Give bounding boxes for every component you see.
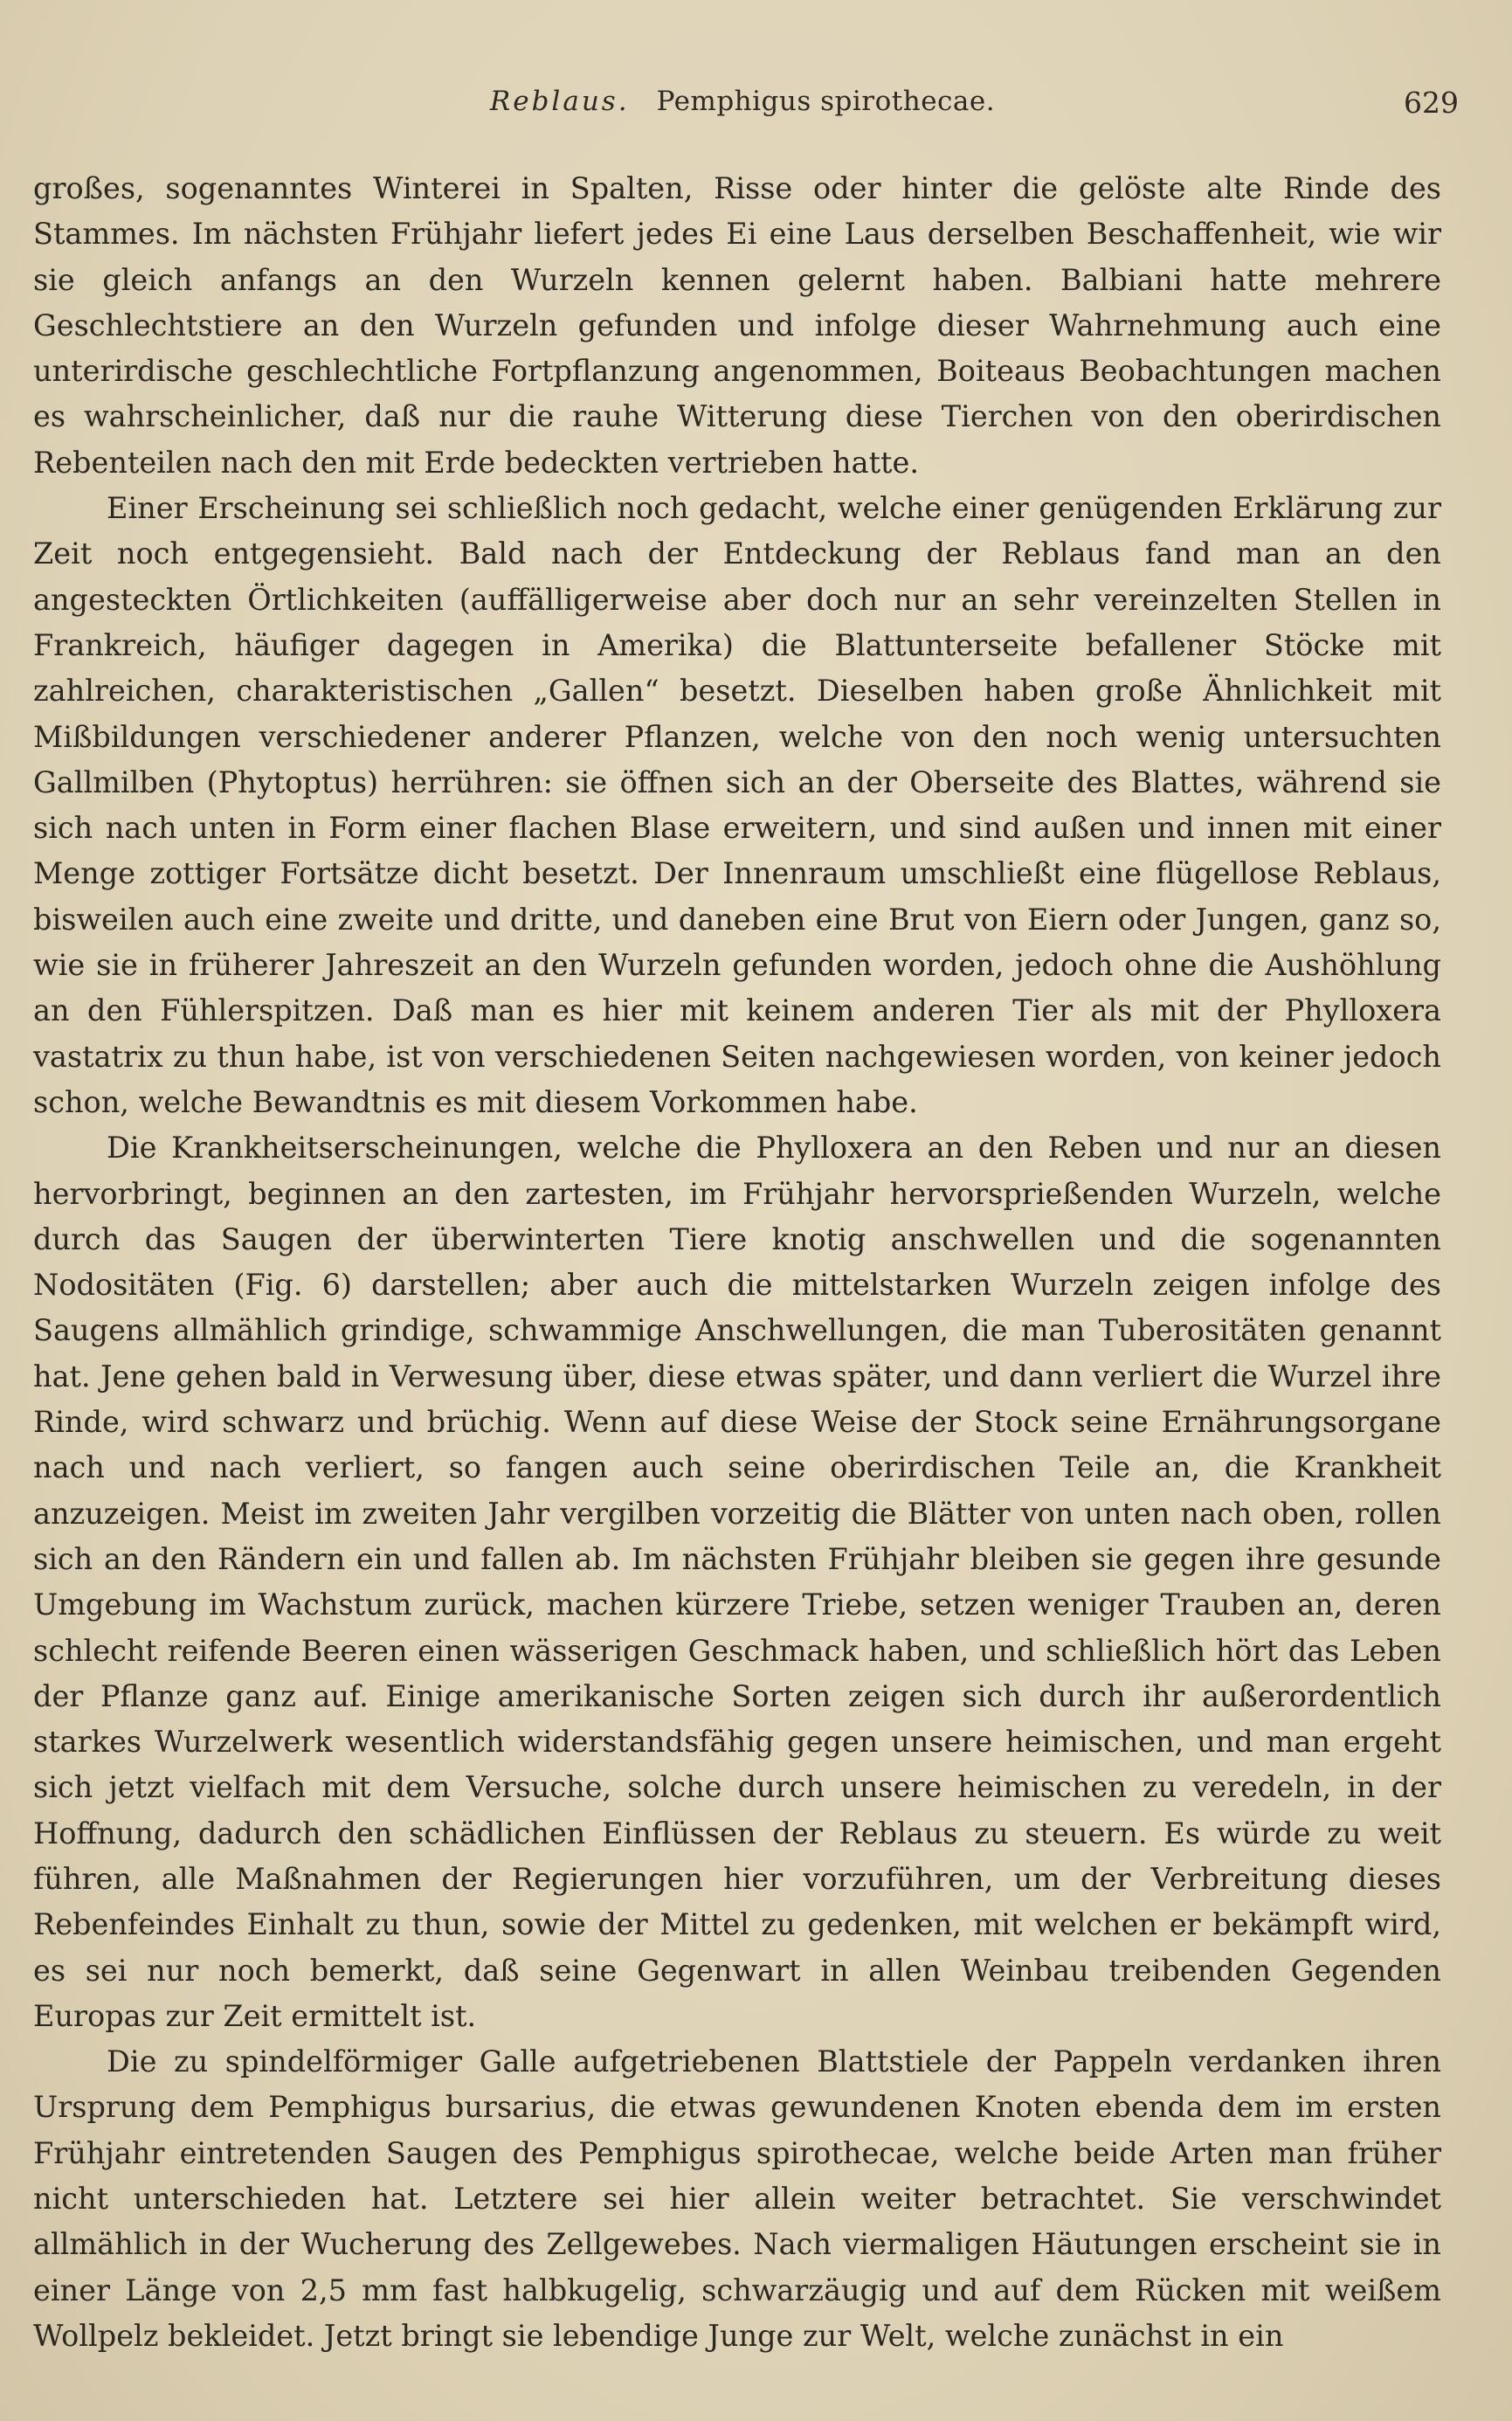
page-number: 629 [1404, 86, 1459, 120]
running-header [35, 86, 1459, 131]
header-title-gothic: Reblaus. [489, 86, 630, 117]
body-text [33, 166, 1441, 2359]
paragraph: Einer Erscheinung sei schließlich noch gedacht, welche einer genügenden Erklärung zur Zeit noch entgegensieht. Bald nach der Entdeckung der Reblaus fand man an den angesteckten Örtlichkeiten (auffälligerweise aber doch nur an sehr vereinzelten Stellen in Frankreich, häufiger dagegen in Amerika) die Blattunterseite befallener Stöcke mit zahlreichen, charakteristischen „Gallen“ besetzt. Dieselben haben große Ähnlichkeit mit Mißbildungen verschiedener anderer Pflanzen, welche von den noch wenig untersuchten Gallmilben (Phytoptus) herrühren: sie öffnen sich an der Oberseite des Blattes, während sie sich nach unten in Form einer flachen Blase erweitern, und sind außen und innen mit einer Menge zottiger Fortsätze dicht besetzt. Der Innenraum umschließt eine flügellose Reblaus, bisweilen auch eine zweite und dritte, und daneben eine Brut von Eiern oder Jungen, ganz so, wie sie in früherer Jahreszeit an den Wurzeln gefunden worden, jedoch ohne die Aushöhlung an den Fühlerspitzen. Daß man es hier mit keinem anderen Tier als mit der Phylloxera vastatrix zu thun habe, ist von verschiedenen Seiten nachgewiesen worden, von keiner jedoch schon, welche Bewandtnis es mit diesem Vorkommen habe. [33, 491, 1441, 1119]
paragraph: Die zu spindelförmiger Galle aufgetriebenen Blattstiele der Pappeln verdanken ihren Ursprung dem Pemphigus bursarius, die etwas gewundenen Knoten ebenda dem im ersten Frühjahr eintretenden Saugen des Pemphigus spirothecae, welche beide Arten man früher nicht unterschieden hat. Letztere sei hier allein weiter betrachtet. Sie verschwindet allmählich in der Wucherung des Zellgewebes. Nach viermaligen Häutungen erscheint sie in einer Länge von 2,5 mm fast halbkugelig, schwarzäugig und auf dem Rücken mit weißem Wollpelz bekleidet. Jetzt bringt sie lebendige Junge zur Welt, welche zunächst in ein [33, 2044, 1441, 2353]
header-title [35, 86, 1450, 117]
paragraph: Die Krankheitserscheinungen, welche die Phylloxera an den Reben und nur an diesen hervorbringt, beginnen an den zartesten, im Frühjahr hervorsprießenden Wurzeln, welche durch das Saugen der überwinterten Tiere knotig anschwellen und die sogenannten Nodositäten (Fig. 6) darstellen; aber auch die mittelstarken Wurzeln zeigen infolge des Saugens allmählich grindige, schwammige Anschwellungen, die man Tuberositäten genannt hat. Jene gehen bald in Verwesung über, diese etwas später, und dann verliert die Wurzel ihre Rinde, wird schwarz und brüchig. Wenn auf diese Weise der Stock seine Ernährungsorgane nach und nach verliert, so fangen auch seine oberirdischen Teile an, die Krankheit anzuzeigen. Meist im zweiten Jahr vergilben vorzeitig die Blätter von unten nach oben, rollen sich an den Rändern ein und fallen ab. Im nächsten Frühjahr bleiben sie gegen ihre gesunde Umgebung im Wachstum zurück, machen kürzere Triebe, setzen weniger Trauben an, deren schlecht reifende Beeren einen wässerigen Geschmack haben, und schließlich hört das Leben der Pflanze ganz auf. Einige amerikanische Sorten zeigen sich durch ihr außerordentlich starkes Wurzelwerk wesentlich widerstandsfähig gegen unsere heimischen, und man ergeht sich jetzt vielfach mit dem Versuche, solche durch unsere heimischen zu veredeln, in der Hoffnung, dadurch den schädlichen Einflüssen der Reblaus zu steuern. Es würde zu weit führen, alle Maßnahmen der Regierungen hier vorzuführen, um der Verbreitung dieses Rebenfeindes Einhalt zu thun, sowie der Mittel zu gedenken, mit welchen er bekämpft wird, es sei nur noch bemerkt, daß seine Gegenwart in allen Weinbau treibenden Gegenden Europas zur Zeit ermittelt ist. [33, 1131, 1441, 2033]
header-title-latin: Pemphigus spirothecae. [656, 86, 996, 117]
paragraph: großes, sogenanntes Winterei in Spalten, Risse oder hinter die gelöste alte Rinde des Stammes. Im nächsten Frühjahr liefert jedes Ei eine Laus derselben Beschaffenheit, wie wir sie gleich anfangs an den Wurzeln kennen gelernt haben. Balbiani hatte mehrere Geschlechtstiere an den Wurzeln gefunden und infolge dieser Wahrnehmung auch eine unterirdische geschlechtliche Fortpflanzung angenommen, Boiteaus Beobachtungen machen es wahrscheinlicher, daß nur die rauhe Witterung diese Tierchen von den oberirdischen Rebenteilen nach den mit Erde bedeckten vertrieben hatte. [33, 171, 1441, 480]
